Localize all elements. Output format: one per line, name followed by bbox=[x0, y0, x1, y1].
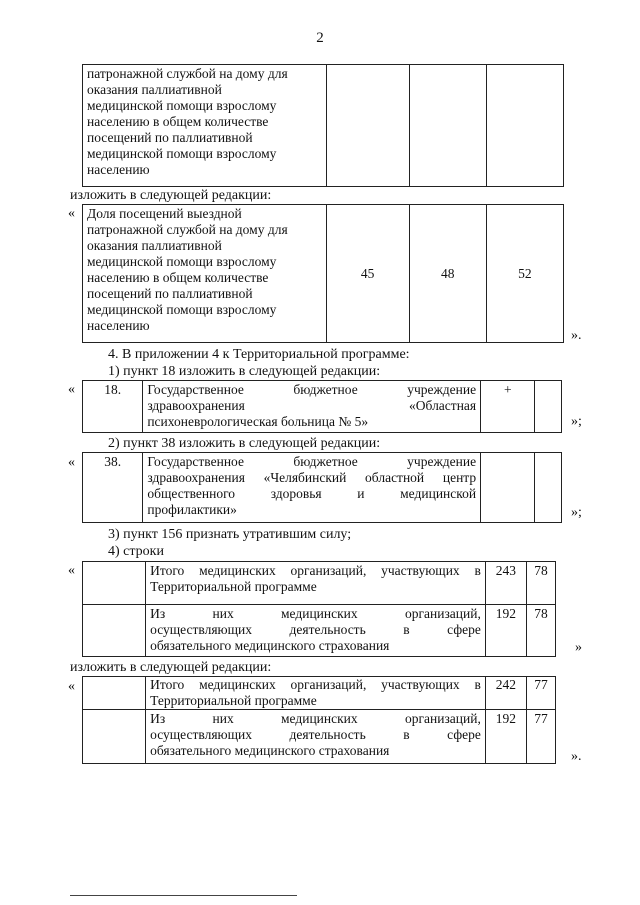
mark-cell: + bbox=[481, 381, 535, 433]
line: Территориальной программе bbox=[150, 693, 317, 708]
value-2021: 52 bbox=[486, 205, 563, 343]
line: населению bbox=[87, 318, 150, 333]
close-quote: »; bbox=[571, 414, 582, 429]
total-count: 192 bbox=[485, 710, 526, 764]
line: здравоохранения «Областная bbox=[147, 398, 477, 413]
line: посещений по паллиативной bbox=[87, 286, 253, 301]
label-cell bbox=[146, 562, 486, 605]
open-quote: « bbox=[68, 563, 75, 578]
line: Итого медицинских организаций, участвующих в bbox=[150, 563, 481, 578]
table-indicator-new bbox=[82, 204, 564, 343]
oms-count: 77 bbox=[526, 710, 555, 764]
page-number: 2 bbox=[316, 30, 324, 46]
total-count: 243 bbox=[485, 562, 526, 605]
line: осуществляющих деятельность в сфере bbox=[150, 727, 481, 742]
paragraph-section-4: 4. В приложении 4 к Территориальной программе: bbox=[108, 347, 410, 362]
value-2020: 48 bbox=[409, 205, 486, 343]
line: населению в общем количестве bbox=[87, 270, 269, 285]
open-quote: « bbox=[68, 206, 75, 221]
empty-cell bbox=[83, 710, 146, 764]
open-quote: « bbox=[68, 679, 75, 694]
line: медицинской помощи взрослому bbox=[87, 146, 277, 161]
empty-cell bbox=[535, 453, 562, 523]
table-totals-old bbox=[82, 561, 556, 657]
indicator-name-cell bbox=[83, 205, 327, 343]
line: медицинской помощи взрослому bbox=[87, 98, 277, 113]
value-cell bbox=[409, 65, 486, 187]
footnote-divider bbox=[70, 895, 297, 896]
line: Из них медицинских организаций, bbox=[150, 606, 481, 621]
close-quote: ». bbox=[571, 328, 582, 343]
total-count: 242 bbox=[485, 677, 526, 710]
line: Территориальной программе bbox=[150, 579, 317, 594]
oms-count: 78 bbox=[526, 562, 555, 605]
line: обязательного медицинского страхования bbox=[150, 743, 390, 758]
paragraph-redaction: изложить в следующей редакции: bbox=[70, 660, 272, 675]
table-item-38 bbox=[82, 452, 562, 523]
oms-count: 77 bbox=[526, 677, 555, 710]
close-quote: »; bbox=[571, 505, 582, 520]
empty-cell bbox=[83, 677, 146, 710]
line: общественного здоровья и медицинской bbox=[147, 486, 477, 501]
line: Государственное бюджетное учреждение bbox=[147, 454, 477, 469]
indicator-name-cell bbox=[83, 65, 327, 187]
value-cell bbox=[326, 65, 409, 187]
paragraph-item-1: 1) пункт 18 изложить в следующей редакции: bbox=[108, 364, 381, 379]
line: посещений по паллиативной bbox=[87, 130, 253, 145]
line: Государственное бюджетное учреждение bbox=[147, 382, 477, 397]
organization-cell bbox=[143, 381, 481, 433]
value-2019: 45 bbox=[326, 205, 409, 343]
value-cell bbox=[486, 65, 563, 187]
paragraph-item-2: 2) пункт 38 изложить в следующей редакции: bbox=[108, 436, 381, 451]
line: патронажной службой на дому для bbox=[87, 66, 288, 81]
open-quote: « bbox=[68, 382, 75, 397]
close-quote: ». bbox=[571, 749, 582, 764]
line: обязательного медицинского страхования bbox=[150, 638, 390, 653]
line: психоневрологическая больница № 5» bbox=[147, 414, 369, 429]
line: Итого медицинских организаций, участвующих в bbox=[150, 677, 481, 692]
organization-cell bbox=[143, 453, 481, 523]
empty-cell bbox=[83, 562, 146, 605]
label-cell bbox=[146, 710, 486, 764]
empty-cell bbox=[481, 453, 535, 523]
line: патронажной службой на дому для bbox=[87, 222, 288, 237]
paragraph-item-4: 4) строки bbox=[108, 544, 164, 559]
paragraph-redaction: изложить в следующей редакции: bbox=[70, 188, 272, 203]
total-count: 192 bbox=[485, 605, 526, 657]
line: здравоохранения «Челябинский областной центр bbox=[147, 470, 477, 485]
label-cell bbox=[146, 605, 486, 657]
line: профилактики» bbox=[147, 502, 237, 517]
table-totals-new bbox=[82, 676, 556, 764]
empty-cell bbox=[83, 605, 146, 657]
line: населению в общем количестве bbox=[87, 114, 269, 129]
line: медицинской помощи взрослому bbox=[87, 302, 277, 317]
line: оказания паллиативной bbox=[87, 82, 222, 97]
line: медицинской помощи взрослому bbox=[87, 254, 277, 269]
label-cell bbox=[146, 677, 486, 710]
empty-cell bbox=[535, 381, 562, 433]
oms-count: 78 bbox=[526, 605, 555, 657]
paragraph-item-3: 3) пункт 156 признать утратившим силу; bbox=[108, 527, 352, 542]
item-number: 38. bbox=[83, 453, 143, 523]
open-quote: « bbox=[68, 455, 75, 470]
line: Из них медицинских организаций, bbox=[150, 711, 481, 726]
line: оказания паллиативной bbox=[87, 238, 222, 253]
table-item-18 bbox=[82, 380, 562, 433]
line: населению bbox=[87, 162, 150, 177]
line: Доля посещений выездной bbox=[87, 206, 242, 221]
close-quote: » bbox=[575, 640, 582, 655]
table-indicator-old bbox=[82, 64, 564, 187]
item-number: 18. bbox=[83, 381, 143, 433]
line: осуществляющих деятельность в сфере bbox=[150, 622, 481, 637]
